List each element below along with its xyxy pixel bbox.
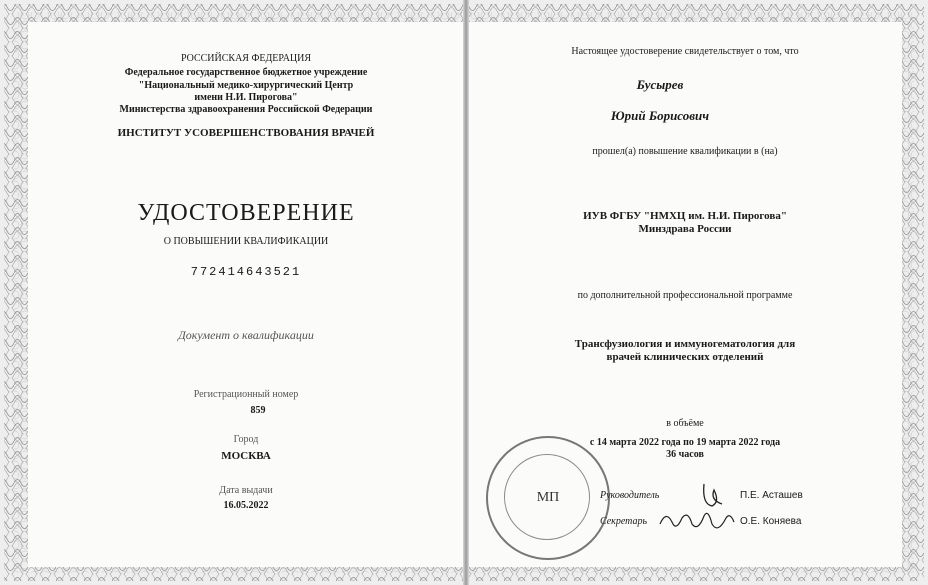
issue-date-value: 16.05.2022 — [223, 500, 269, 511]
document-number: 772414643521 — [190, 265, 302, 279]
country-name: РОССИЙСКАЯ ФЕДЕРАЦИЯ — [180, 53, 312, 64]
institution-line-1: ИУВ ФГБУ "НМХЦ им. Н.И. Пирогова" — [583, 210, 787, 222]
document-subtitle: О ПОВЫШЕНИИ КВАЛИФИКАЦИИ — [163, 236, 329, 247]
institute-name: ИНСТИТУТ УСОВЕРШЕНСТВОВАНИЯ ВРАЧЕЙ — [117, 127, 375, 139]
given-names: Юрий Борисович — [610, 108, 710, 123]
document-title: УДОСТОВЕРЕНИЕ — [137, 200, 355, 226]
stamp-label: МП — [536, 490, 560, 505]
registration-label: Регистрационный номер — [193, 389, 299, 400]
study-period: с 14 марта 2022 года по 19 марта 2022 года — [589, 437, 781, 448]
document-type: Документ о квалификации — [178, 328, 314, 342]
surname: Бусырев — [636, 77, 684, 92]
volume-label: в объёме — [666, 418, 704, 429]
org-line-2: "Национальный медико-хирургический Центр — [138, 80, 354, 91]
org-line-1: Федеральное государственное бюджетное учреждение — [124, 67, 368, 78]
head-role: Руководитель — [600, 490, 660, 501]
institution-line-2: Минздрава России — [638, 223, 732, 235]
head-name: П.Е. Асташев — [740, 490, 803, 501]
ministry-name: Министерства здравоохранения Российской Федерации — [119, 104, 373, 115]
org-line-3: имени Н.И. Пирогова" — [194, 92, 298, 103]
completed-text: прошел(а) повышение квалификации в (на) — [592, 146, 778, 157]
program-label: по дополнительной профессиональной программе — [577, 290, 793, 301]
registration-value: 859 — [250, 405, 266, 416]
secretary-name: О.Е. Коняева — [740, 516, 802, 527]
secretary-role: Секретарь — [600, 516, 648, 527]
study-hours: 36 часов — [666, 449, 704, 460]
program-line-2: врачей клинических отделений — [606, 351, 764, 363]
intro-text: Настоящее удостоверение свидетельствует о том, что — [571, 46, 799, 57]
city-value: МОСКВА — [221, 450, 271, 462]
city-label: Город — [233, 434, 259, 445]
official-stamp — [486, 436, 610, 560]
program-line-1: Трансфузиология и иммуногематология для — [574, 338, 796, 350]
issue-date-label: Дата выдачи — [219, 485, 273, 496]
secretary-signature — [656, 506, 736, 536]
